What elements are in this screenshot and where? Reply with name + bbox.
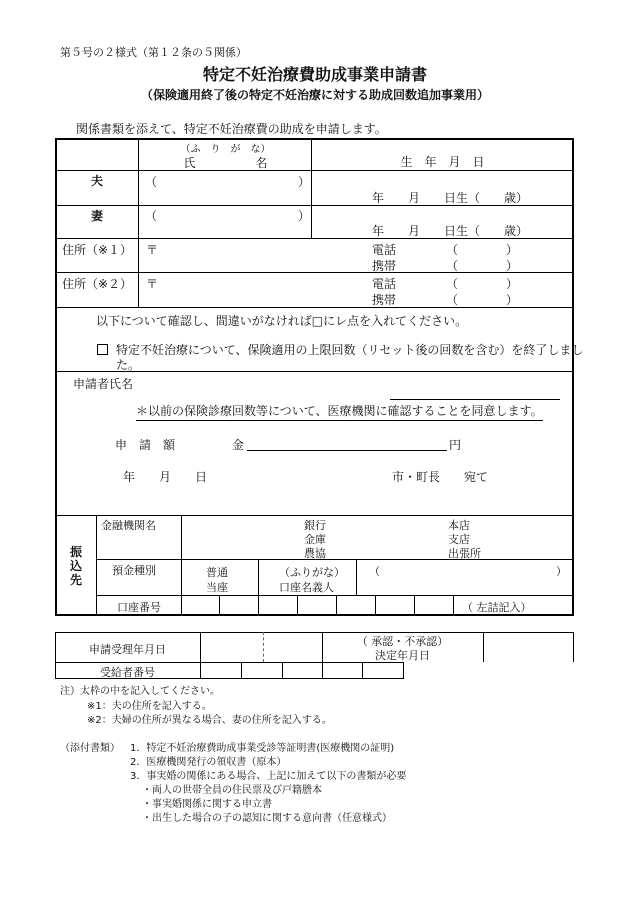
form-number: 第５号の２様式（第１２条の５関係）: [60, 46, 247, 59]
consent-statement: ＊以前の保険診療回数等について、医療機関に確認することを同意します。: [136, 402, 543, 421]
note-main: 注）太枠の中を記入してください。: [60, 686, 220, 697]
bank-type-bank[interactable]: 銀行: [304, 519, 326, 532]
account-type-label: 預金種別: [112, 564, 156, 577]
birthdate-header: 生 年 月 日: [400, 155, 485, 169]
received-date-label: 申請受理年月日: [89, 643, 166, 656]
recipient-number-field[interactable]: [201, 663, 403, 679]
intro-text: 関係書類を添えて、特定不妊治療費の助成を申請します。: [76, 122, 387, 136]
wife-name-field[interactable]: [150, 206, 295, 222]
amount-field-line[interactable]: [247, 450, 447, 451]
attachment-sub-2: ・事実婚関係に関する申立書: [142, 799, 272, 810]
furigana-label: （ふ り が な）: [180, 144, 271, 155]
attachment-item-3: 3．事実婚の関係にある場合、上記に加えて以下の書類が必要: [130, 771, 407, 782]
attachment-sub-3: ・出生した場合の子の認知に関する意向書（任意様式）: [142, 813, 392, 824]
address2-mobile-field[interactable]: （ ）: [446, 293, 519, 307]
bank-name-label: 金融機関名: [101, 519, 156, 532]
address2-phone-field[interactable]: （ ）: [446, 277, 519, 291]
address2-phone-label: 電話: [372, 277, 397, 291]
address1-phone-field[interactable]: （ ）: [446, 243, 519, 257]
address2-postal-mark[interactable]: 〒: [146, 277, 159, 291]
received-date-field[interactable]: [201, 633, 322, 662]
attachment-item-1: 1．特定不妊治療費助成事業受診等証明書(医療機関の証明): [130, 743, 395, 754]
address1-mobile-field[interactable]: （ ）: [446, 259, 519, 273]
note-1: ※1：夫の住所を記入する。: [87, 701, 212, 712]
confirmation-text-line1: 特定不妊治療について、保険適用の上限回数（リセット後の回数を含む）を終了しまし: [116, 343, 584, 357]
decision-date-field[interactable]: [484, 633, 573, 662]
wife-birthdate[interactable]: 年 月 日生（ 歳）: [372, 224, 529, 238]
note-2: ※2：夫婦の住所が異なる場合、妻の住所を記入する。: [87, 715, 332, 726]
account-number-field[interactable]: [182, 596, 453, 615]
branch-type-sub[interactable]: 出張所: [448, 547, 481, 560]
addressee: 市・町長 宛て: [392, 470, 489, 484]
holder-paren-open: （: [369, 565, 380, 578]
amount-yen: 円: [449, 438, 462, 452]
form-title: 特定不妊治療費助成事業申請書: [202, 65, 427, 84]
address1-phone-label: 電話: [372, 243, 397, 257]
husband-birthdate[interactable]: 年 月 日生（ 歳）: [372, 191, 529, 205]
transfer-side-label-3: 先: [70, 573, 83, 587]
attachments-label: （添付書類）: [60, 743, 120, 754]
confirmation-text-line2: た。: [116, 358, 141, 372]
approval-status[interactable]: （ 承認・不承認）: [356, 635, 449, 648]
recipient-number-label: 受給者番号: [100, 666, 155, 679]
applicant-name-label: 申請者氏名: [73, 377, 134, 391]
bank-type-shinkin[interactable]: 金庫: [304, 533, 326, 546]
confirmation-instruction: 以下について確認し、間違いがなければ□にレ点を入れてください。: [96, 314, 468, 328]
address1-label: 住所（※１）: [62, 243, 133, 257]
account-type-ordinary[interactable]: 普通: [206, 566, 228, 579]
amount-kin: 金: [232, 438, 245, 452]
name-header: 氏 名: [183, 156, 268, 170]
husband-name-field[interactable]: [150, 172, 295, 188]
application-date[interactable]: 年 月 日: [123, 470, 208, 484]
applicant-name-line[interactable]: [390, 399, 560, 400]
holder-furigana-label: （ふりがな）: [279, 566, 345, 579]
wife-name-paren-open: （: [145, 209, 158, 223]
holder-name-label: 口座名義人: [279, 581, 334, 594]
husband-label: 夫: [90, 174, 103, 188]
attachment-sub-1: ・両人の世帯全員の住民票及び戸籍謄本: [142, 785, 322, 796]
holder-paren-close: ）: [556, 565, 567, 578]
amount-label: 申 請 額: [115, 438, 176, 452]
branch-type-head[interactable]: 本店: [448, 519, 470, 532]
branch-type-branch[interactable]: 支店: [448, 533, 470, 546]
address1-mobile-label: 携帯: [372, 259, 397, 273]
transfer-side-label-1: 振: [70, 545, 83, 559]
husband-name-paren-close: ）: [298, 175, 311, 189]
address1-postal-mark[interactable]: 〒: [146, 243, 159, 257]
confirmation-checkbox-row[interactable]: [97, 341, 583, 358]
left-align-note: （ 左詰記入）: [462, 601, 532, 614]
wife-label: 妻: [90, 209, 103, 223]
decision-date-label: 決定年月日: [375, 649, 430, 662]
bank-type-nokyo[interactable]: 農協: [304, 547, 326, 560]
account-type-current[interactable]: 当座: [206, 581, 228, 594]
wife-name-paren-close: ）: [298, 209, 311, 223]
transfer-side-label-2: 込: [70, 559, 83, 573]
attachment-item-2: 2．医療機関発行の領収書（原本）: [130, 757, 287, 768]
form-subtitle: （保険適用終了後の特定不妊治療に対する助成回数追加事業用）: [140, 88, 489, 102]
address2-label: 住所（※２）: [62, 277, 133, 291]
confirmation-checkbox[interactable]: [97, 344, 108, 355]
address2-mobile-label: 携帯: [372, 293, 397, 307]
husband-name-paren-open: （: [145, 175, 158, 189]
account-number-label: 口座番号: [117, 601, 161, 614]
holder-name-field[interactable]: [378, 562, 553, 592]
